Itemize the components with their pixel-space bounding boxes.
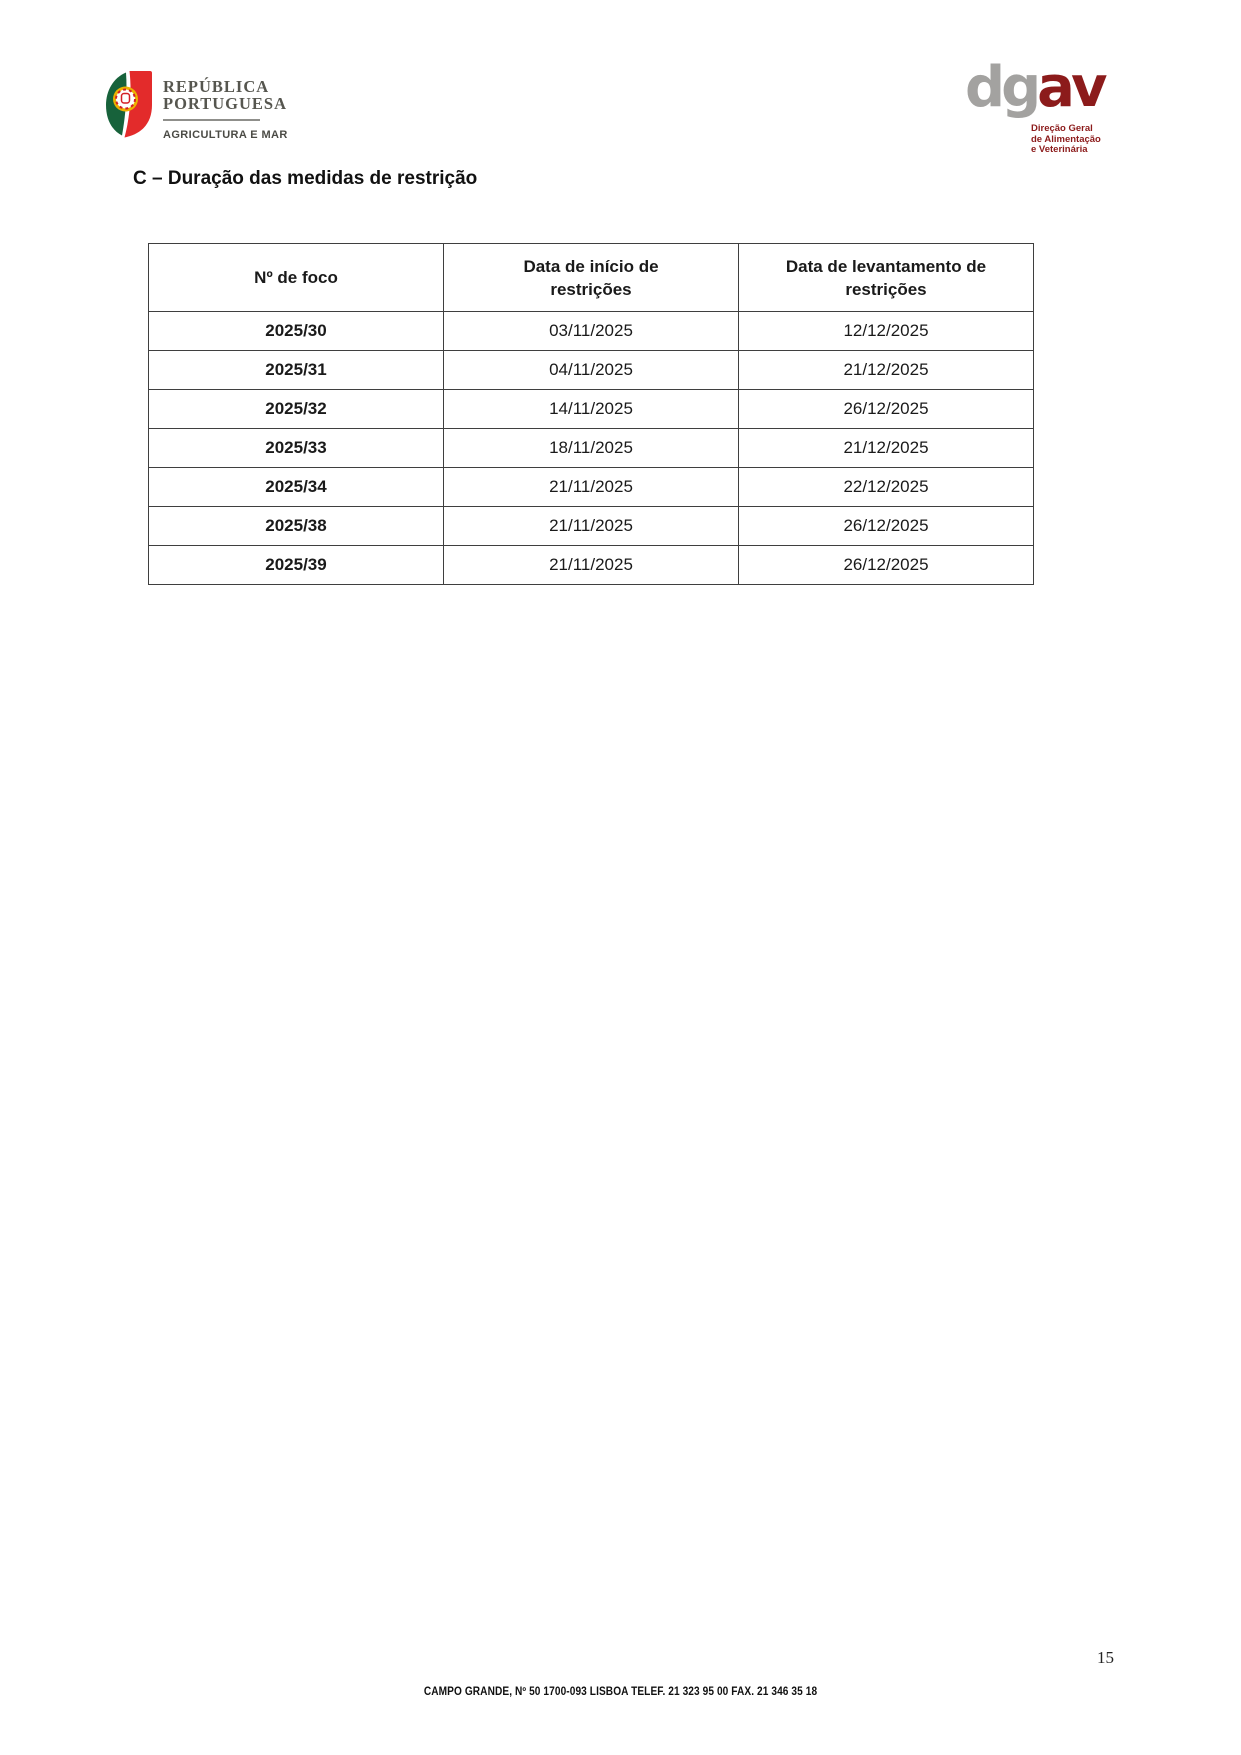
column-header-foco: Nº de foco xyxy=(149,244,444,312)
dgav-caption-line3: e Veterinária xyxy=(1031,144,1088,155)
restriction-duration-table xyxy=(148,243,1034,585)
cell-foco: 2025/30 xyxy=(149,312,444,351)
dgav-wordmark-gray: dg xyxy=(965,55,1038,120)
cell-foco: 2025/39 xyxy=(149,546,444,585)
cell-foco: 2025/32 xyxy=(149,390,444,429)
table-header-row xyxy=(149,244,1034,312)
cell-foco: 2025/38 xyxy=(149,507,444,546)
footer-address: CAMPO GRANDE, Nº 50 1700-093 LISBOA TELEF. 21 323 95 00 FAX. 21 346 35 18 xyxy=(423,1686,818,1698)
cell-data-inicio: 21/11/2025 xyxy=(444,546,739,585)
gov-department-label: AGRICULTURA E MAR xyxy=(163,129,288,141)
cell-data-inicio: 14/11/2025 xyxy=(444,390,739,429)
column-header-data-inicio: Data de início de restrições xyxy=(444,244,739,312)
table-row xyxy=(149,390,1034,429)
table-row xyxy=(149,312,1034,351)
cell-data-inicio: 03/11/2025 xyxy=(444,312,739,351)
dgav-caption xyxy=(1031,124,1101,156)
table-row xyxy=(149,507,1034,546)
table-row xyxy=(149,468,1034,507)
table-row xyxy=(149,429,1034,468)
cell-data-levantamento: 26/12/2025 xyxy=(739,507,1034,546)
cell-data-inicio: 04/11/2025 xyxy=(444,351,739,390)
cell-data-levantamento: 21/12/2025 xyxy=(739,429,1034,468)
table-body xyxy=(149,312,1034,585)
cell-data-levantamento: 21/12/2025 xyxy=(739,351,1034,390)
section-title: C – Duração das medidas de restrição xyxy=(133,168,478,189)
dgav-wordmark xyxy=(965,55,1104,120)
cell-foco: 2025/34 xyxy=(149,468,444,507)
portugal-flag-icon xyxy=(104,71,152,138)
table-header xyxy=(149,244,1034,312)
cell-data-inicio: 18/11/2025 xyxy=(444,429,739,468)
cell-foco: 2025/31 xyxy=(149,351,444,390)
table-row xyxy=(149,546,1034,585)
cell-data-levantamento: 12/12/2025 xyxy=(739,312,1034,351)
dgav-caption-line2: de Alimentação xyxy=(1031,133,1101,145)
cell-data-levantamento: 26/12/2025 xyxy=(739,390,1034,429)
cell-data-levantamento: 26/12/2025 xyxy=(739,546,1034,585)
dgav-caption-line1: Direção Geral xyxy=(1031,123,1093,134)
gov-logo-divider xyxy=(163,119,260,121)
cell-foco: 2025/33 xyxy=(149,429,444,468)
dgav-wordmark-red: av xyxy=(1037,55,1104,120)
column-header-data-levantamento: Data de levantamento de restrições xyxy=(739,244,1034,312)
cell-data-levantamento: 22/12/2025 xyxy=(739,468,1034,507)
gov-title-line1: REPÚBLICA xyxy=(163,77,270,96)
gov-logo-text xyxy=(163,79,323,141)
cell-data-inicio: 21/11/2025 xyxy=(444,507,739,546)
table-row xyxy=(149,351,1034,390)
page-number: 15 xyxy=(1097,1648,1114,1667)
cell-data-inicio: 21/11/2025 xyxy=(444,468,739,507)
dgav-logo xyxy=(965,55,1135,160)
gov-title-line2: PORTUGUESA xyxy=(163,93,288,113)
